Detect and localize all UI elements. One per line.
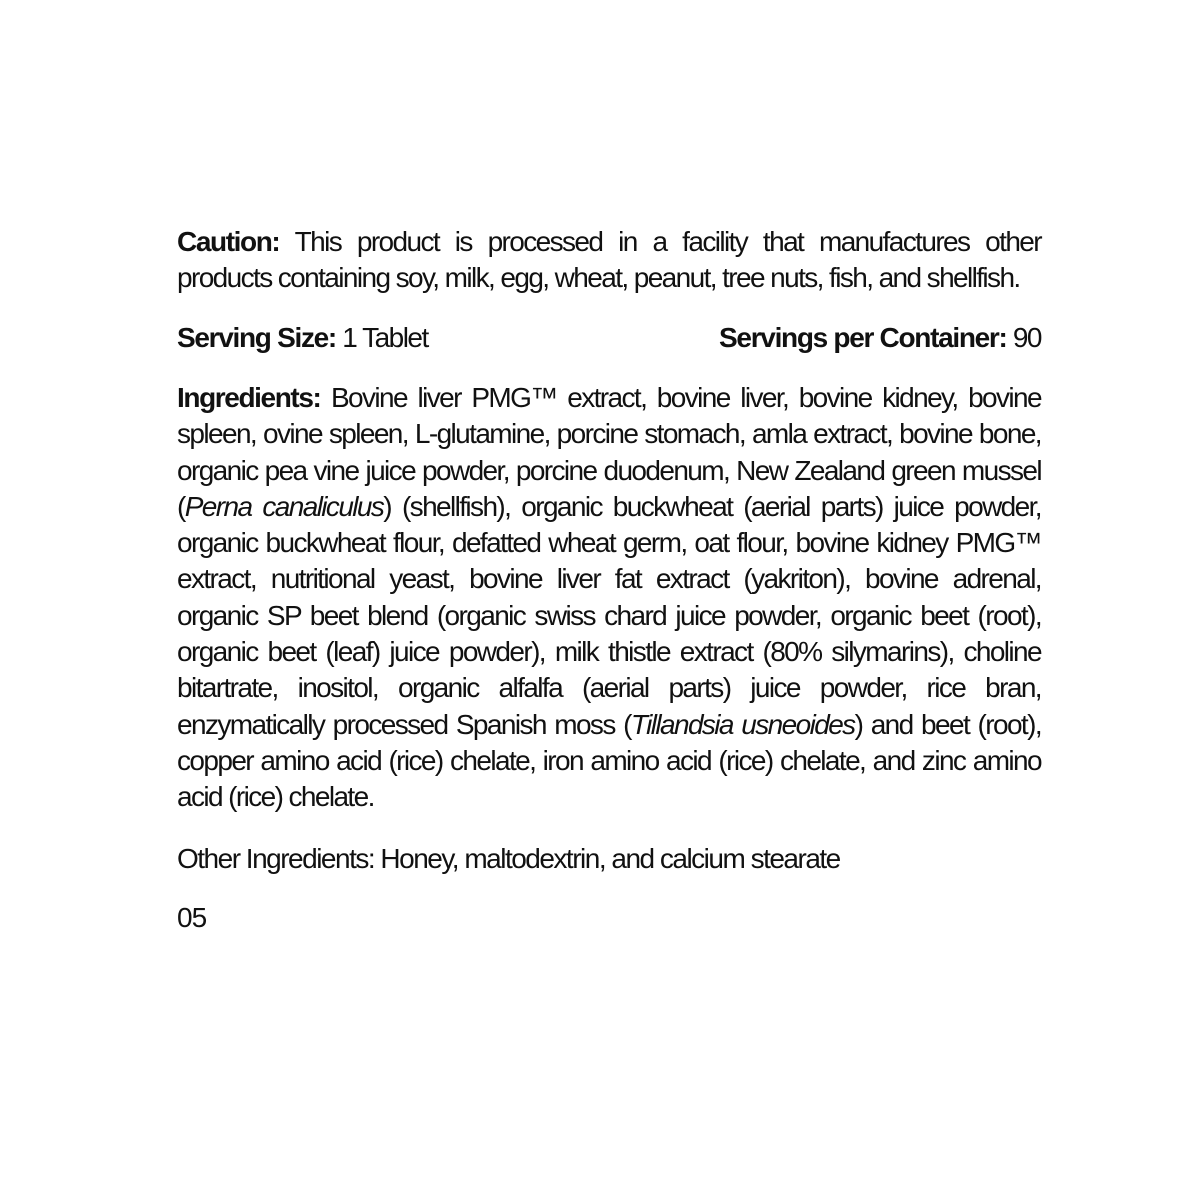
caution-label: Caution: — [177, 226, 280, 257]
serving-info-row — [177, 320, 1041, 356]
servings-per-container-value: 90 — [1006, 322, 1041, 353]
servings-per-container — [719, 320, 1041, 356]
ingredients-list — [177, 380, 1041, 816]
caution-text: This product is processed in a facility that manufactures other products containing soy, milk, egg, wheat, peanut, tree nuts, fish, and shellfish. — [177, 226, 1041, 294]
other-ingredients: Other Ingredients: Honey, maltodextrin, and calcium stearate — [177, 843, 840, 874]
ingredients-species-tillandsia: Tillandsia usneoides — [630, 708, 855, 740]
label-code: 05 — [177, 902, 207, 933]
ingredients-text-1: Bovine liver PMG™ extract, bovine liver, bovine kidney, bovine spleen, ovine spleen, L-glutamine, porcine stomach, amla extract, bovine bone, organic pea vine juice powder, porcine duodenum, New Zealand green mussel ( — [177, 382, 1041, 522]
ingredients-label: Ingredients: — [177, 382, 321, 413]
serving-size-value: 1 Tablet — [335, 322, 428, 353]
ingredients-species-perna: Perna canaliculus — [184, 490, 384, 522]
ingredients-text-3: ) and beet (root), copper amino acid (rice) chelate, iron amino acid (rice) chelate, and zinc amino acid (rice) chelate. — [177, 708, 1042, 813]
serving-size-label: Serving Size: — [177, 322, 336, 353]
ingredients-text-2: ) (shellfish), organic buckwheat (aerial parts) juice powder, organic buckwheat flour, defatted wheat germ, oat flour, bovine kidney PMG™ extract, nutritional yeast, bovine liver fat extract (yakriton), bovine adrenal, organic SP beet blend (organic swiss chard juice powder, organic beet (root), organic beet (leaf) juice powder), milk thistle extract (80% silymarins), choline bitartrate, inositol, organic alfalfa (aerial parts) juice powder, rice bran, enzymatically processed Spanish moss ( — [177, 490, 1041, 740]
servings-per-container-label: Servings per Container: — [719, 322, 1007, 353]
caution-statement — [177, 224, 1041, 297]
serving-size — [177, 320, 428, 356]
